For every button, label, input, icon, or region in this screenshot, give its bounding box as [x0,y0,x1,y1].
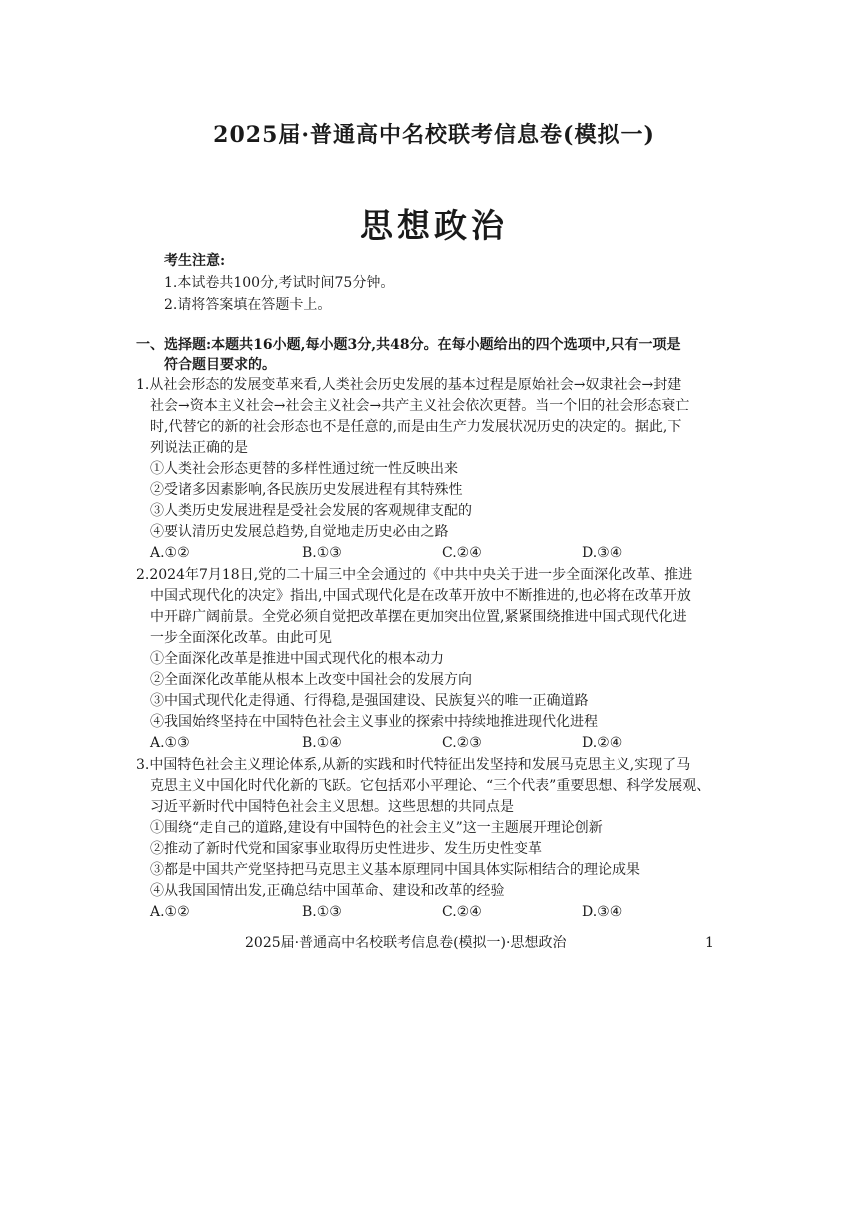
question-1 [136,375,736,564]
answer-option-a: A.①② [150,904,190,920]
answer-option-b: B.①④ [302,735,342,751]
answer-option-a: A.①③ [150,735,190,751]
choice-item: ②推动了新时代党和国家事业取得历史性进步、发生历史性变革 [150,841,542,857]
notice-title: 考生注意: [164,253,226,269]
exam-header: 2025届·普通高中名校联考信息卷(模拟一) [213,122,655,148]
notice-block [164,250,394,316]
question-stem-line: 中开辟广阔前景。全党必须自觉把改革摆在更加突出位置,紧紧围绕推进中国式现代化进 [150,609,687,625]
question-stem-line: 2.2024年7月18日,党的二十届三中全会通过的《中共中央关于进一步全面深化改革、推进 [136,567,693,583]
choice-item: ③都是中国共产党坚持把马克思主义基本原理同中国具体实际相结合的理论成果 [150,862,640,878]
page-number: 1 [705,935,714,951]
question-stem-line: 社会→资本主义社会→社会主义社会→共产主义社会依次更替。当一个旧的社会形态衰亡 [150,398,690,414]
question-stem-line: 1.从社会形态的发展变革来看,人类社会历史发展的基本过程是原始社会→奴隶社会→封建 [136,377,682,393]
question-stem-line: 一步全面深化改革。由此可见 [150,630,332,646]
choice-item: ④从我国国情出发,正确总结中国革命、建设和改革的经验 [150,883,505,899]
answer-option-c: C.②④ [442,545,482,561]
choice-item: ④要认清历史发展总趋势,自觉地走历史必由之路 [150,524,449,540]
subject-title: 思想政治 [360,206,508,245]
section-line: 一、选择题:本题共16小题,每小题3分,共48分。在每小题给出的四个选项中,只有一项是 [136,337,681,353]
question-stem-line: 克思主义中国化时代化新的飞跃。它包括邓小平理论、“三个代表”重要思想、科学发展观、 [150,778,711,794]
question-stem-line: 时,代替它的新的社会形态也不是任意的,而是由生产力发展状况历史的决定的。据此,下 [150,419,682,435]
answer-options [136,902,736,923]
notice-item: 2.请将答案填在答题卡上。 [164,297,332,313]
answer-option-d: D.③④ [582,545,623,561]
choice-item: ①人类社会形态更替的多样性通过统一性反映出来 [150,461,458,477]
answer-option-b: B.①③ [302,545,342,561]
choice-item: ①围绕“走自己的道路,建设有中国特色的社会主义”这一主题展开理论创新 [150,820,603,836]
answer-option-a: A.①② [150,545,190,561]
question-stem-line: 3.中国特色社会主义理论体系,从新的实践和时代特征出发坚持和发展马克思主义,实现了马 [136,757,691,773]
question-stem-line: 习近平新时代中国特色社会主义思想。这些思想的共同点是 [150,799,514,815]
question-stem-line: 列说法正确的是 [150,440,248,456]
answer-option-b: B.①③ [302,904,342,920]
notice-item: 1.本试卷共100分,考试时间75分钟。 [164,275,395,291]
page-footer [0,933,868,953]
answer-option-d: D.③④ [582,904,623,920]
section-line: 符合题目要求的。 [164,357,276,373]
choice-item: ②受诸多因素影响,各民族历史发展进程有其特殊性 [150,482,463,498]
choice-item: ③中国式现代化走得通、行得稳,是强国建设、民族复兴的唯一正确道路 [150,693,589,709]
answer-option-c: C.②④ [442,904,482,920]
answer-options [136,733,736,754]
question-2 [136,565,736,754]
answer-option-c: C.②③ [442,735,482,751]
choice-item: ②全面深化改革能从根本上改变中国社会的发展方向 [150,672,472,688]
choice-item: ③人类历史发展进程是受社会发展的客观规律支配的 [150,503,472,519]
choice-item: ①全面深化改革是推进中国式现代化的根本动力 [150,651,444,667]
answer-option-d: D.②④ [582,735,623,751]
answer-options [136,543,736,564]
choice-item: ④我国始终坚持在中国特色社会主义事业的探索中持续地推进现代化进程 [150,714,598,730]
question-3 [136,755,736,923]
question-stem-line: 中国式现代化的决定》指出,中国式现代化是在改革开放中不断推进的,也必将在改革开放 [150,588,691,604]
footer-text: 2025届·普通高中名校联考信息卷(模拟一)·思想政治 [245,935,567,951]
section-instructions [136,335,736,375]
